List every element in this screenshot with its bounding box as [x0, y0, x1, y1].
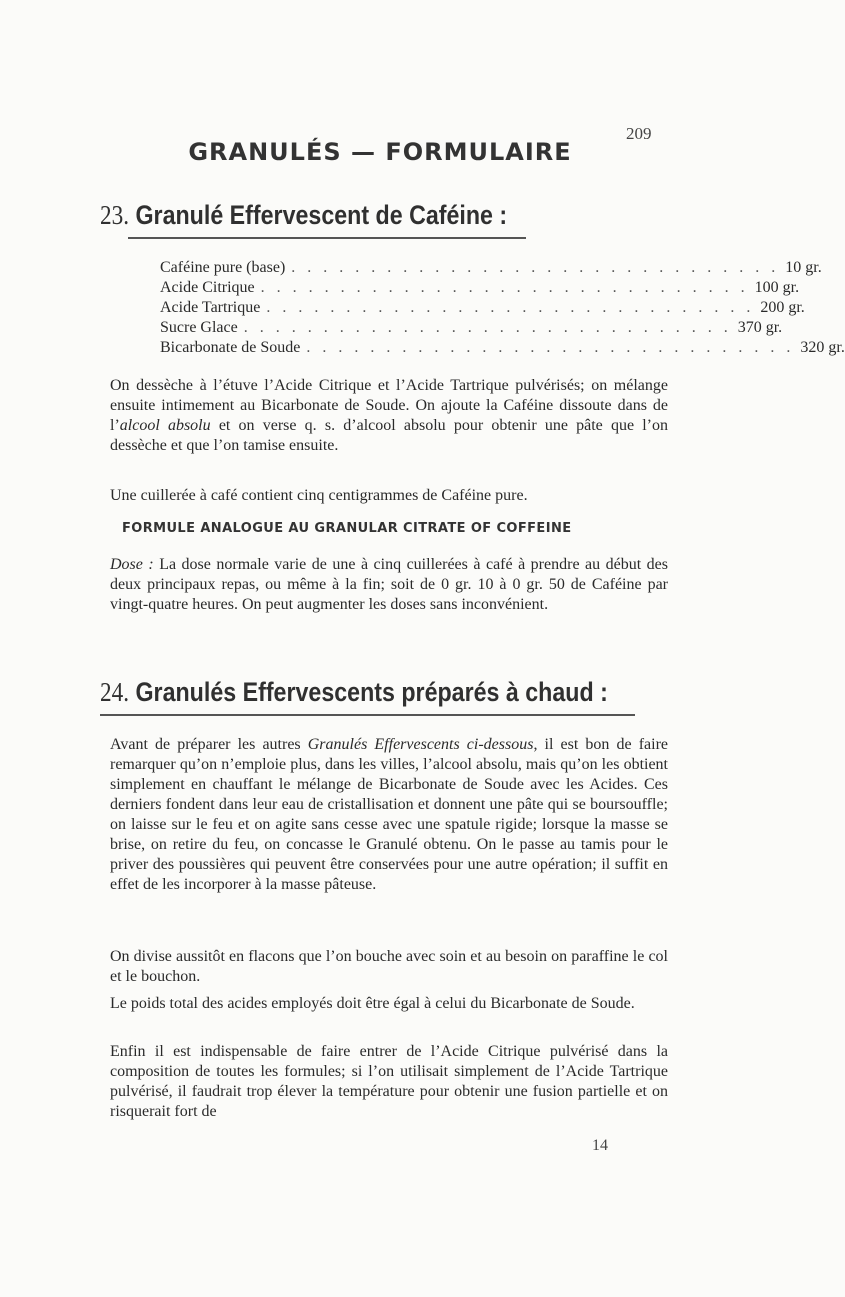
- para-italic: Granulés Effervescents ci-dessous: [307, 736, 534, 753]
- formula-row: [160, 318, 783, 338]
- formula-ingredient: Acide Citrique: [160, 279, 255, 296]
- formula-row: [160, 258, 822, 278]
- para-text: et on verse q. s. d’alcool absolu pour obtenir une pâte que l’on dessèche et que l’on tamise ensuite.: [110, 417, 669, 454]
- leader-dots: . . . . . . . . . . . . . . . . . . . . . . . . . . . . . . .: [306, 339, 795, 356]
- formula-quantity: 10 gr.: [785, 259, 822, 276]
- para-text: , il est bon de faire remarquer qu’on n’emploie plus, dans les villes, l’alcool absolu, mais qu’on les obtient simplement en chauffant le mélange de Bicarbonate de Soude avec les Acides. Ces derniers fondent dans leur eau de cristallisation et donnent une pâte qui se boursouffle; on laisse sur le feu et on agite sans cesse avec une spatule rigide; lorsque la masse se brise, on retire du feu, on concasse le Granulé obtenu. On le passe au tamis pour le priver des poussières qui peuvent être conservées pour une autre opération; il suffit en effet de les incorporer à la masse pâteuse.: [110, 736, 668, 893]
- formula-row: [160, 298, 805, 318]
- section-24-title-text: Granulés Effervescents préparés à chaud :: [135, 677, 608, 707]
- formula-row: [160, 338, 845, 358]
- section-23-number: 23.: [100, 200, 130, 230]
- section-24-number: 24.: [100, 677, 130, 707]
- formula-ingredient: Sucre Glace: [160, 319, 238, 336]
- signature-mark: 14: [592, 1137, 608, 1154]
- formula-ingredient: Acide Tartrique: [160, 299, 261, 316]
- section-24-paragraph-1: [110, 735, 668, 895]
- formula-list: [160, 258, 845, 358]
- formula-quantity: 320 gr.: [800, 339, 845, 356]
- page-number: 209: [626, 124, 652, 143]
- section-24-title: [100, 677, 608, 708]
- leader-dots: . . . . . . . . . . . . . . . . . . . . . . . . . . . . . . .: [266, 299, 755, 316]
- formula-ingredient: Caféine pure (base): [160, 259, 286, 276]
- dose-label: Dose :: [110, 556, 154, 573]
- formula-ingredient: Bicarbonate de Soude: [160, 339, 301, 356]
- formula-quantity: 200 gr.: [760, 299, 805, 316]
- leader-dots: . . . . . . . . . . . . . . . . . . . . . . . . . . . . . . .: [260, 279, 749, 296]
- para-text: Avant de préparer les autres: [110, 736, 308, 753]
- formula-quantity: 370 gr.: [737, 319, 783, 336]
- formula-quantity: 100 gr.: [754, 279, 800, 296]
- section-23-title-text: Granulé Effervescent de Caféine :: [135, 200, 508, 230]
- running-head: GRANULÉS — FORMULAIRE: [188, 138, 572, 166]
- leader-dots: . . . . . . . . . . . . . . . . . . . . . . . . . . . . . . .: [243, 319, 732, 336]
- formula-subheading: FORMULE ANALOGUE AU GRANULAR CITRATE OF COFFEINE: [122, 521, 572, 536]
- section-24-rule: [100, 714, 635, 716]
- section-24-paragraph-4: Enfin il est indispensable de faire entrer de l’Acide Citrique pulvérisé dans la composition de toutes les formules; si l’on utilisait simplement de l’Acide Tartrique pulvérisé, il faudrait trop élever la température pour obtenir une fusion partielle et on risquerait fort de: [110, 1043, 668, 1120]
- section-24-paragraph-3: Le poids total des acides employés doit être égal à celui du Bicarbonate de Soude.: [110, 995, 635, 1012]
- para-text: On dessèche à l’étuve l’Acide Citrique et l’Acide Tartrique pulvérisés; on mélange ensuite intimement au Bicarbonate de Soude. On ajoute la Caféine dissoute dans de l’: [110, 377, 668, 434]
- para-italic: alcool absolu: [119, 417, 211, 434]
- section-24-paragraph-2: On divise aussitôt en flacons que l’on bouche avec soin et au besoin on paraffine le col et le bouchon.: [110, 948, 668, 985]
- leader-dots: . . . . . . . . . . . . . . . . . . . . . . . . . . . . . . .: [291, 259, 780, 276]
- dose-text: La dose normale varie de une à cinq cuillerées à café à prendre au début des deux principaux repas, ou même à la fin; soit de 0 gr. 10 à 0 gr. 50 de Caféine par vingt-quatre heures. On peut augmenter les doses sans inconvénient.: [110, 556, 668, 613]
- formula-row: [160, 278, 800, 298]
- section-23-paragraph-1: [110, 376, 668, 456]
- dose-paragraph: [110, 555, 668, 615]
- section-23-title: [100, 200, 508, 231]
- section-23-paragraph-2: Une cuillerée à café contient cinq centigrammes de Caféine pure.: [110, 487, 528, 504]
- section-23-rule: [128, 237, 526, 239]
